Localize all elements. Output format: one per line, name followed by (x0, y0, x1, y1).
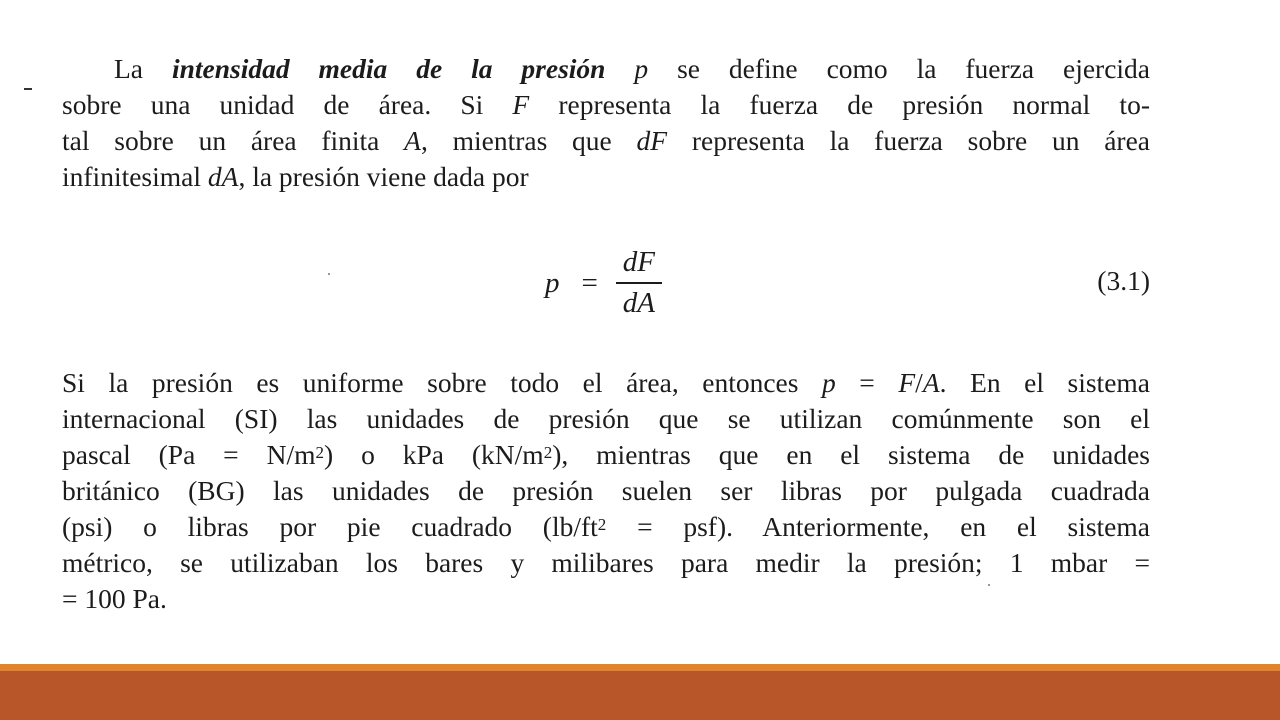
equation-body (545, 238, 662, 328)
equation-3-1 (0, 238, 1280, 328)
footer-band (0, 671, 1280, 720)
bold-italic-term: intensidad media de la presión (171, 53, 606, 84)
italic-symbol: F (512, 89, 530, 120)
superscript: 2 (315, 443, 325, 463)
paragraph-line: sobre una unidad de área. Si F representa la fuerza de presión normal to- (62, 89, 1150, 120)
equation-denominator: dA (622, 286, 655, 319)
superscript: 2 (597, 515, 607, 535)
margin-mark (24, 88, 32, 90)
italic-symbol: F (898, 367, 916, 398)
scan-speck (328, 273, 330, 275)
italic-symbol: A (404, 125, 421, 156)
paragraph-line: métrico, se utilizaban los bares y milibares para medir la presión; 1 mbar = (62, 547, 1150, 578)
italic-symbol: dF (636, 125, 668, 156)
paragraph-pressure-units (62, 365, 1150, 617)
equation-numerator: dF (622, 246, 655, 279)
paragraph-pressure-definition (62, 51, 1150, 195)
paragraph-line: Si la presión es uniforme sobre todo el área, entonces p = F/A. En el sistema (62, 367, 1150, 398)
italic-symbol: p (822, 367, 836, 398)
equation-number: (3.1) (1097, 265, 1150, 296)
italic-symbol: A (922, 367, 940, 398)
paragraph-line: pascal $(Pa = N/m^2)$ o kPa $(kN/m^2)$, mientras que en el sistema de unidades (62, 439, 1150, 470)
italic-symbol: p (634, 53, 649, 84)
italic-symbol: dA (207, 161, 239, 192)
paragraph-line: La intensidad media de la presión p se define como la fuerza ejercida (114, 53, 1150, 84)
footer-accent-stripe (0, 664, 1280, 671)
paragraph-line: tal sobre un área finita A, mientras que dF representa la fuerza sobre un área (62, 125, 1150, 156)
equation-fraction (616, 246, 662, 320)
equation-lhs: p (545, 266, 560, 299)
paragraph-line: infinitesimal dA, la presión viene dada por (62, 161, 529, 192)
paragraph-line: internacional (SI) las unidades de presión que se utilizan comúnmente son el (62, 403, 1150, 434)
paragraph-line: (psi) o libras por pie cuadrado $(lb/ft^2 = psf)$. Anteriormente, en el sistema (62, 511, 1150, 542)
paragraph-line: británico (BG) las unidades de presión suelen ser libras por pulgada cuadrada (62, 475, 1150, 506)
equation-equals: = (581, 266, 598, 299)
paragraph-line: = 100 Pa. (62, 583, 167, 614)
superscript: 2 (543, 443, 553, 463)
